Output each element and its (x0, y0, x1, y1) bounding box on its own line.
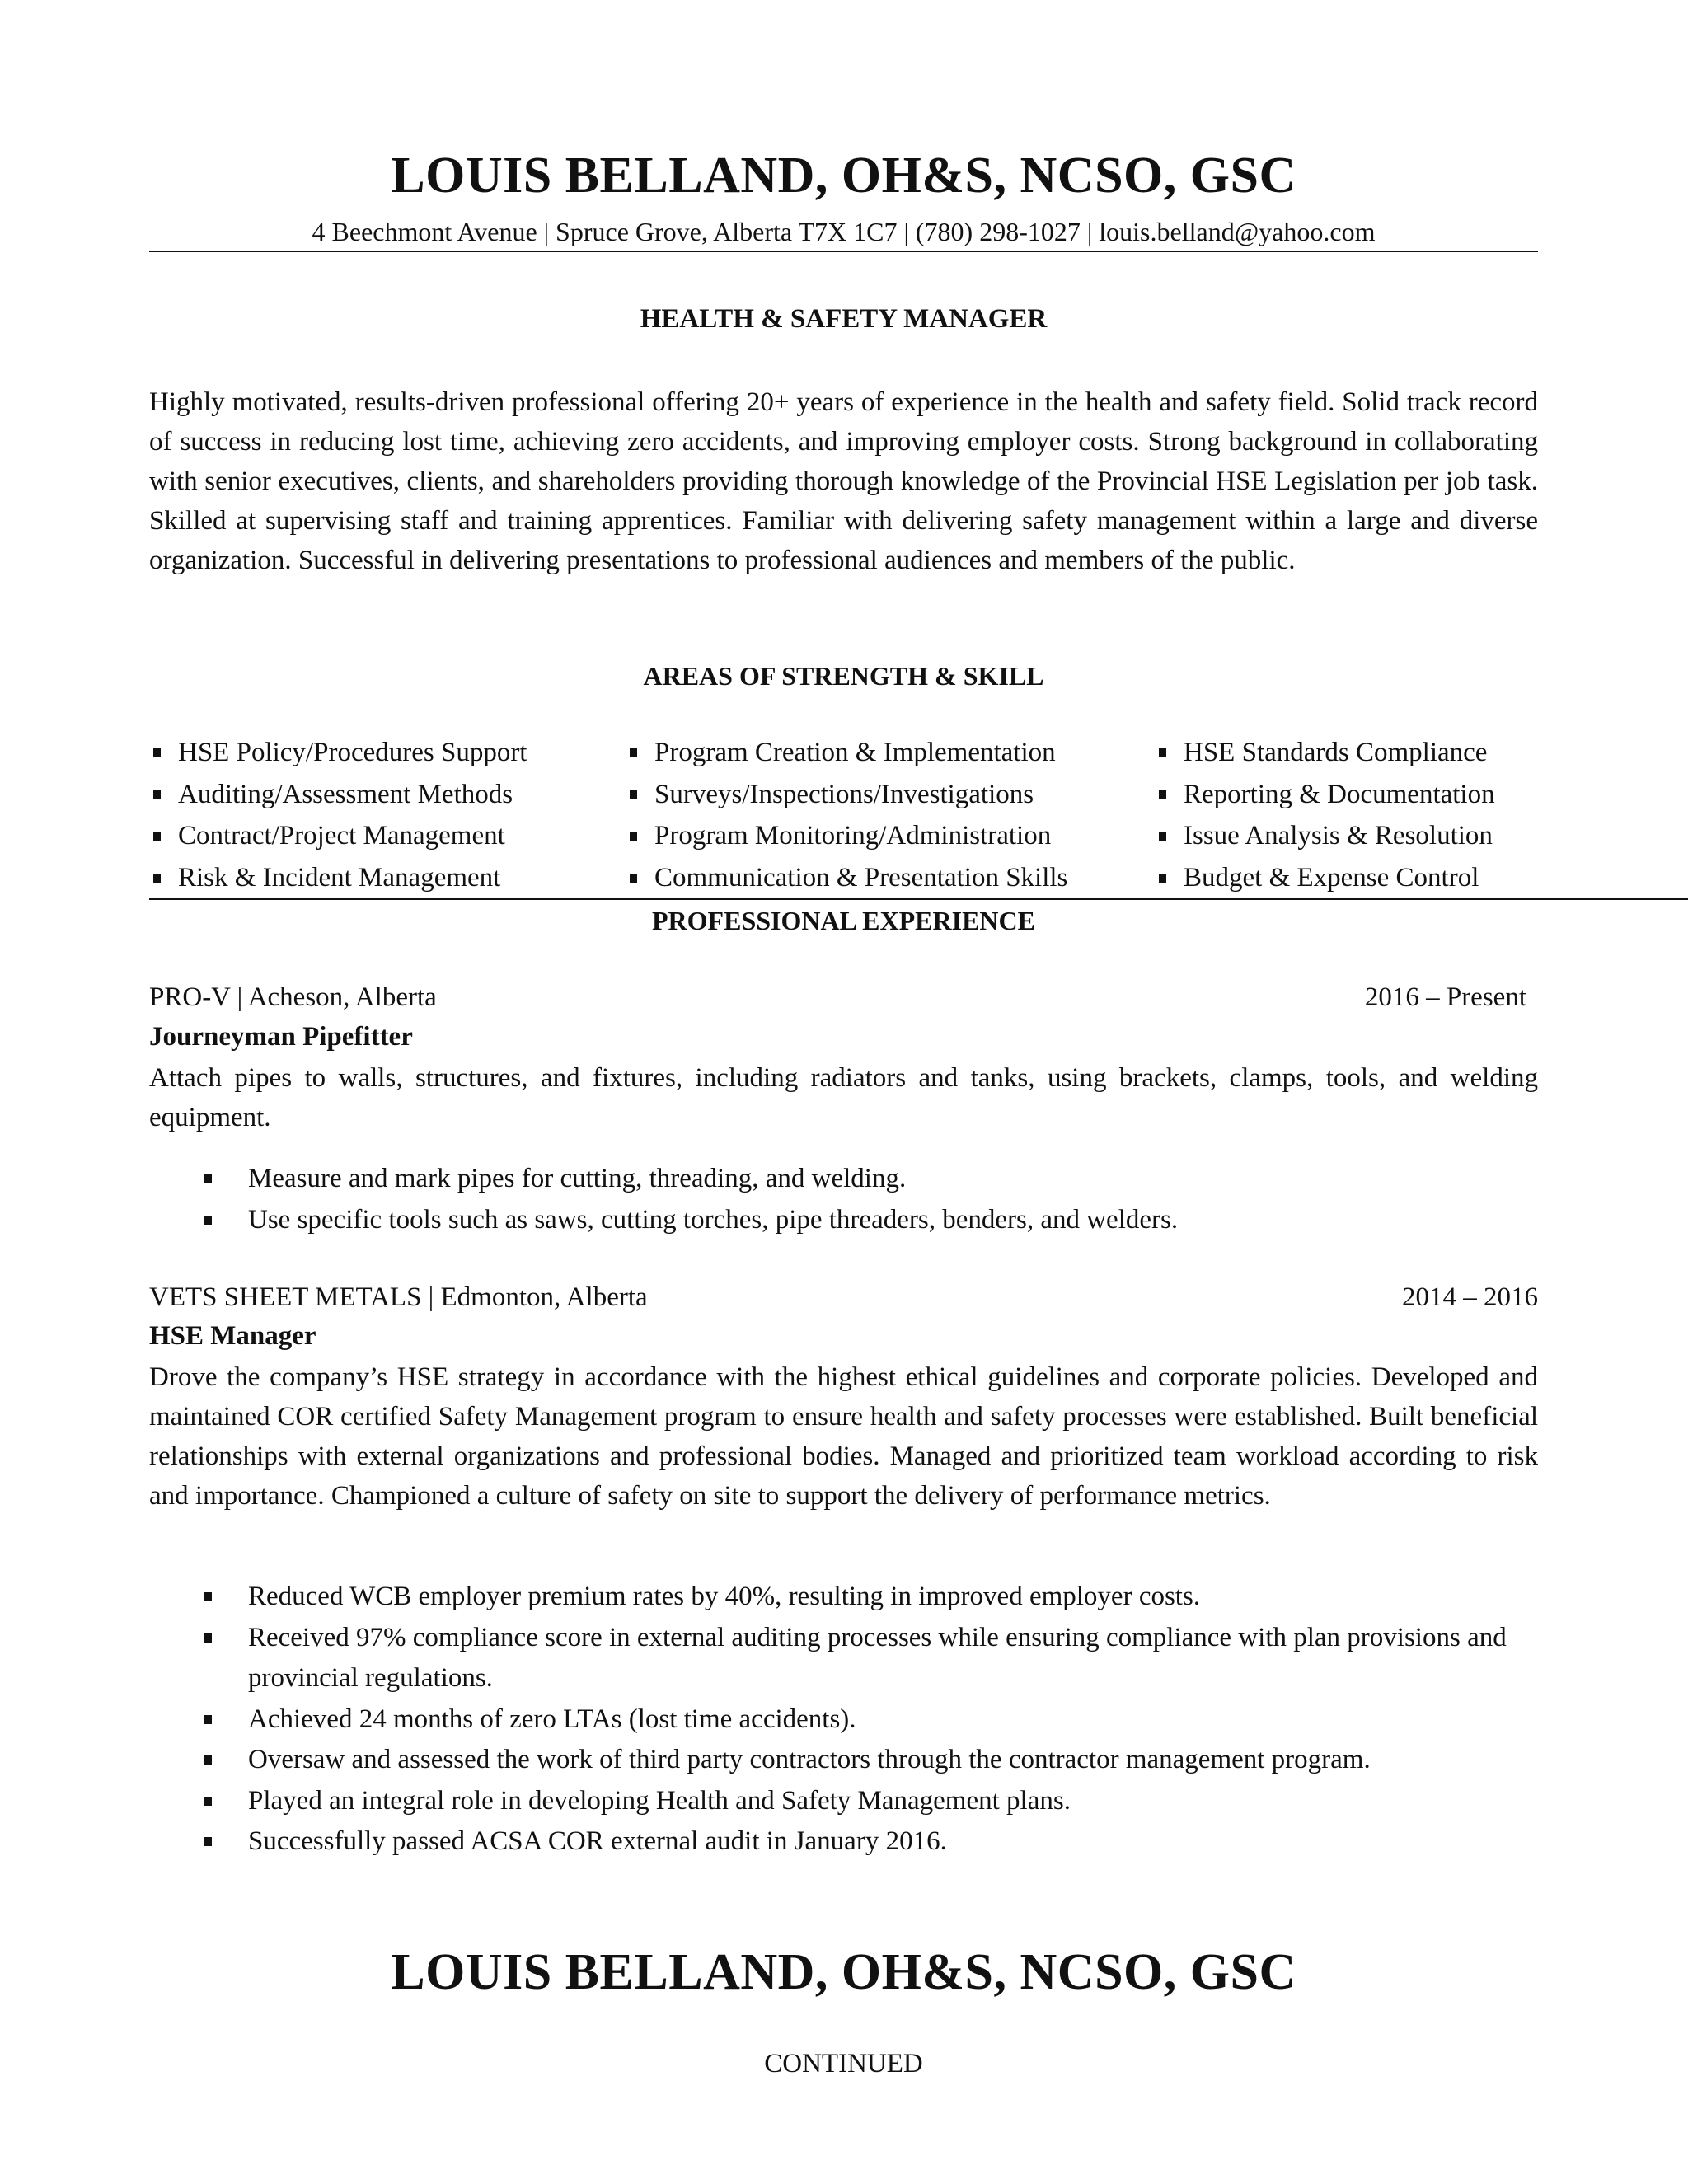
contact-info: 4 Beechmont Avenue | Spruce Grove, Alberta T7X 1C7 | (780) 298-1027 | louis.belland@yahoo.com (312, 217, 1376, 246)
list-item (204, 1618, 1523, 1699)
job-title: HSE Manager (149, 1321, 316, 1351)
list-item (204, 1577, 1523, 1618)
skill-item: HSE Standards Compliance (1184, 738, 1488, 767)
list-item (204, 1821, 1523, 1863)
job-bullets (204, 1159, 1523, 1240)
skills-heading: AREAS OF STRENGTH & SKILL (643, 661, 1044, 691)
headline: HEALTH & SAFETY MANAGER (640, 304, 1048, 334)
skill-item: Auditing/Assessment Methods (178, 779, 513, 809)
skill-item: Reporting & Documentation (1184, 779, 1495, 809)
list-item (204, 1699, 1523, 1741)
bullet-text: Use specific tools such as saws, cutting torches, pipe threaders, benders, and welders. (248, 1204, 1179, 1235)
list-item (204, 1781, 1523, 1822)
job-dates: 2014 – 2016 (1402, 1282, 1538, 1312)
bullet-icon (204, 1837, 212, 1846)
bullet-icon (153, 832, 161, 841)
bullet-icon (204, 1797, 212, 1806)
experience-heading: PROFESSIONAL EXPERIENCE (652, 906, 1035, 935)
bullet-icon (153, 748, 161, 757)
job-description: Drove the company’s HSE strategy in accordance with the highest ethical guidelines and corporate policies. Developed and maintained COR certified Safety Management program to ensure health and safety processes were established. Built beneficial relationships with external organizations and professional bodies. Managed and prioritized team workload according to risk and importance. Championed a culture of safety on site to support the delivery of performance metrics. (149, 1362, 1538, 1511)
skills-row (149, 821, 1688, 863)
header-divider (149, 251, 1538, 252)
job-header (149, 982, 1538, 1013)
job-title: Journeyman Pipefitter (149, 1022, 413, 1052)
list-item (204, 1159, 1523, 1200)
skill-item: HSE Policy/Procedures Support (178, 738, 528, 767)
job-bullets (204, 1577, 1523, 1863)
skill-item: Communication & Presentation Skills (654, 863, 1068, 893)
bullet-text: Reduced WCB employer premium rates by 40%, resulting in improved employer costs. (248, 1582, 1201, 1611)
skill-item: Budget & Expense Control (1184, 863, 1479, 893)
job-dates: 2016 – Present (1364, 982, 1526, 1012)
bullet-icon (1159, 874, 1166, 883)
skill-item: Issue Analysis & Resolution (1184, 821, 1493, 851)
bullet-icon (204, 1216, 212, 1225)
bullet-icon (204, 1755, 212, 1765)
bullet-icon (204, 1592, 212, 1601)
bullet-icon (153, 874, 161, 883)
bullet-icon (630, 790, 637, 799)
list-item (204, 1200, 1523, 1241)
continued-label: CONTINUED (764, 2049, 923, 2079)
job-company: VETS SHEET METALS | Edmonton, Alberta (149, 1282, 648, 1312)
job-header (149, 1282, 1538, 1313)
candidate-name: LOUIS BELLAND, OH&S, NCSO, GSC (391, 148, 1296, 204)
bullet-icon (1159, 790, 1166, 799)
bullet-icon (204, 1633, 212, 1643)
skill-item: Risk & Incident Management (178, 863, 501, 893)
skill-item: Program Monitoring/Administration (654, 821, 1052, 851)
bullet-icon (630, 748, 637, 757)
bullet-icon (204, 1715, 212, 1724)
skills-grid (149, 738, 1688, 905)
footer-name: LOUIS BELLAND, OH&S, NCSO, GSC (391, 1944, 1296, 2000)
skills-row (149, 780, 1688, 822)
skill-item: Program Creation & Implementation (654, 738, 1056, 767)
job-description: Attach pipes to walls, structures, and fixtures, including radiators and tanks, using brackets, clamps, tools, and welding equipment. (149, 1063, 1538, 1132)
bullet-icon (630, 832, 637, 841)
bullet-text: Played an integral role in developing Health and Safety Management plans. (248, 1785, 1071, 1816)
bullet-icon (630, 874, 637, 883)
bullet-icon (1159, 748, 1166, 757)
bullet-text: Achieved 24 months of zero LTAs (lost time accidents). (248, 1704, 856, 1734)
skill-item: Surveys/Inspections/Investigations (654, 779, 1034, 809)
summary: Highly motivated, results-driven professional offering 20+ years of experience in the health and safety field. Solid track record of success in reducing lost time, achieving zero accidents, and improving employer costs. Strong background in collaborating with senior executives, clients, and shareholders providing thorough knowledge of the Provincial HSE Legislation per job task. Skilled at supervising staff and training apprentices. Familiar with delivering safety management within a large and diverse organization. Successful in delivering presentations to professional audiences and members of the public. (149, 387, 1538, 575)
skills-row (149, 738, 1688, 780)
bullet-text: Measure and mark pipes for cutting, threading, and welding. (248, 1164, 907, 1193)
bullet-icon (1159, 832, 1166, 841)
skill-item: Contract/Project Management (178, 821, 505, 851)
list-item (204, 1740, 1523, 1781)
bullet-icon (153, 790, 161, 799)
section-divider (149, 898, 1688, 900)
bullet-text: Oversaw and assessed the work of third party contractors through the contractor management program. (248, 1745, 1371, 1774)
bullet-icon (204, 1174, 212, 1183)
bullet-text: Received 97% compliance score in external auditing processes while ensuring compliance with plan provisions and provincial regulations. (248, 1622, 1507, 1693)
job-company: PRO-V | Acheson, Alberta (149, 982, 437, 1012)
bullet-text: Successfully passed ACSA COR external audit in January 2016. (248, 1826, 947, 1856)
